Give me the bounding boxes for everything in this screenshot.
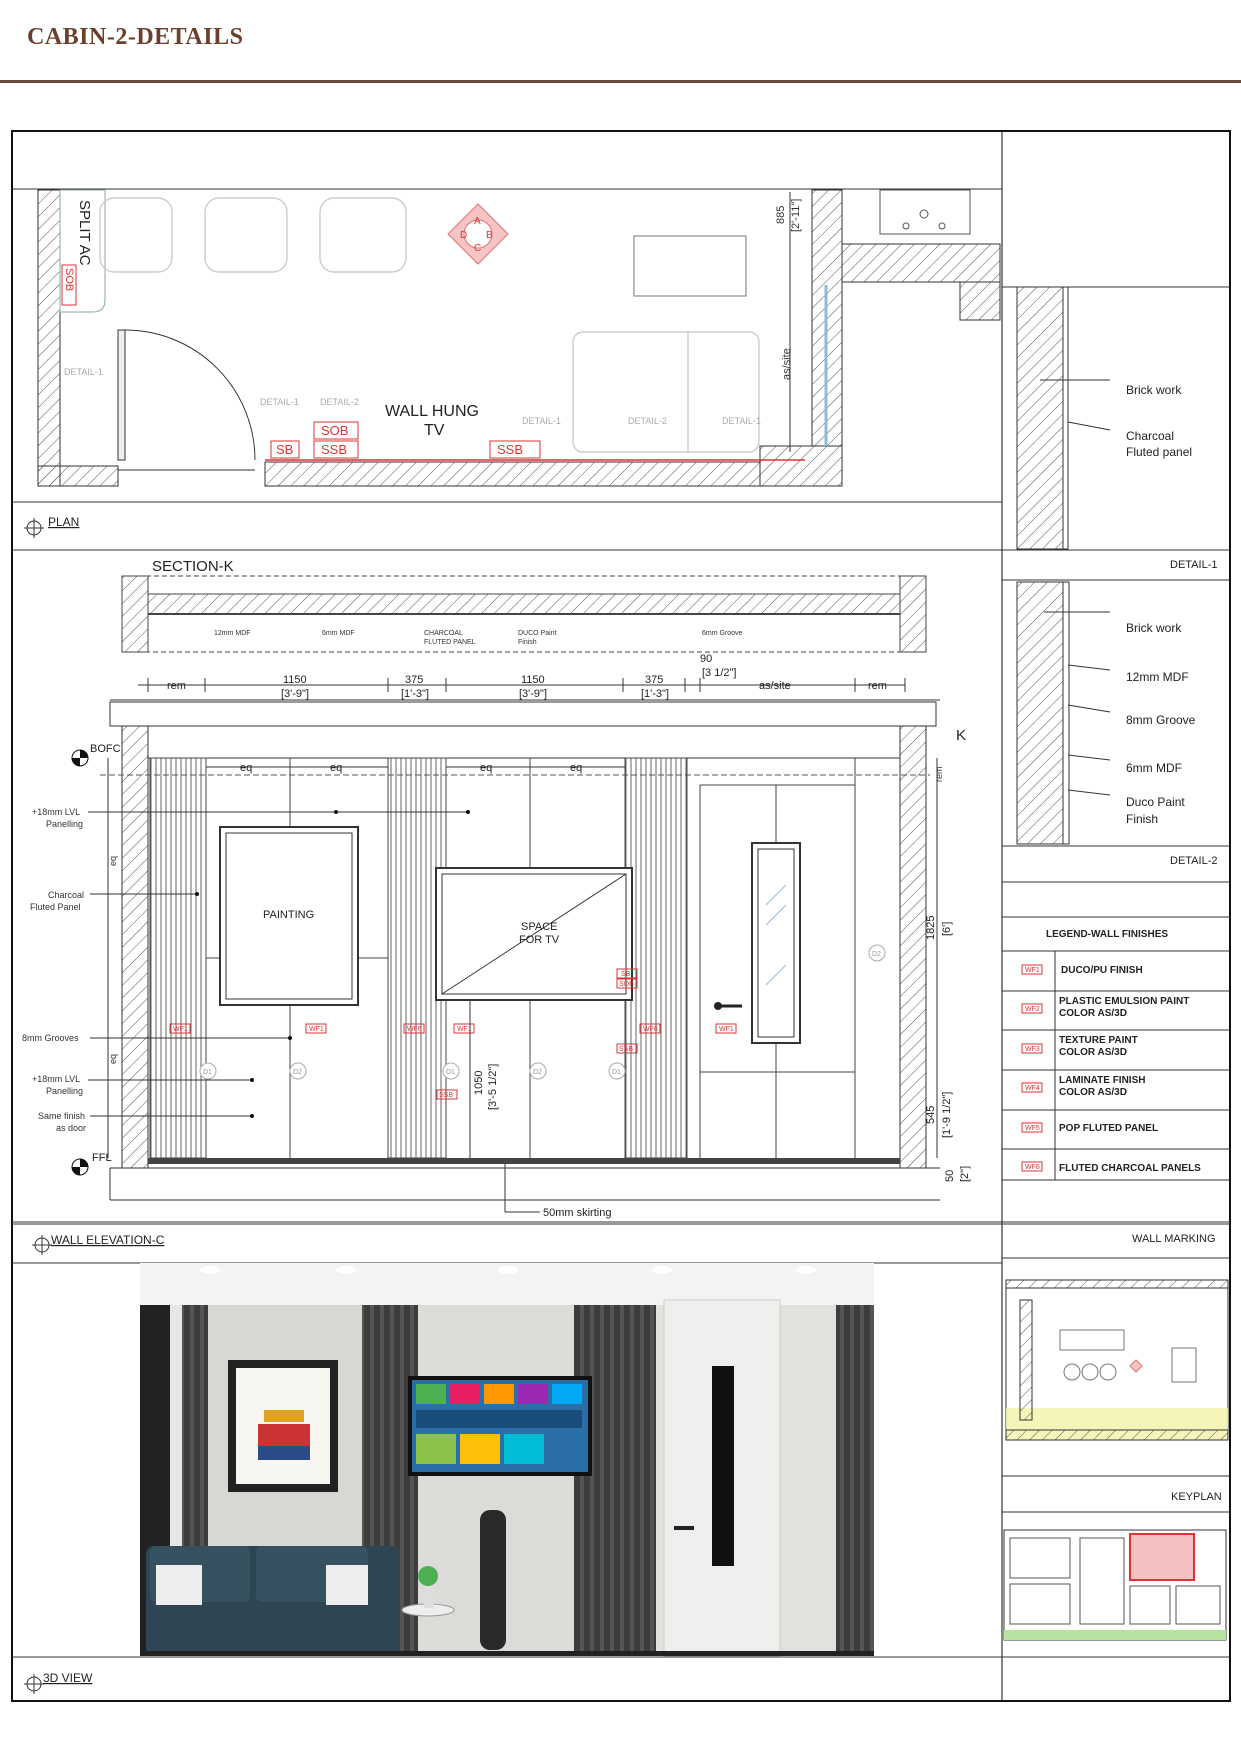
svg-text:WF1: WF1	[457, 1026, 472, 1033]
svg-text:D2: D2	[293, 1069, 302, 1076]
svg-text:375: 375	[405, 674, 424, 686]
plan-tag-ssb: SSB	[321, 442, 348, 457]
svg-text:Brick work: Brick work	[1126, 621, 1182, 635]
svg-text:COLOR AS/3D: COLOR AS/3D	[1059, 1087, 1127, 1098]
plan-detail-callout: DETAIL-1	[64, 367, 103, 377]
detail-2-label: DETAIL-2	[1170, 855, 1218, 867]
svg-text:WF2: WF2	[1025, 1006, 1040, 1013]
svg-text:Brick work: Brick work	[1126, 383, 1182, 397]
section-callout: Finish	[518, 639, 537, 646]
plan-detail-callout: DETAIL-1	[522, 416, 561, 426]
svg-text:eq: eq	[480, 762, 493, 774]
svg-text:rem: rem	[167, 680, 186, 692]
svg-text:D2: D2	[872, 951, 881, 958]
svg-text:[1'-3"]: [1'-3"]	[641, 688, 670, 700]
svg-text:WF6: WF6	[407, 1026, 422, 1033]
svg-text:Duco Paint: Duco Paint	[1126, 795, 1185, 809]
svg-text:D: D	[460, 230, 468, 241]
section-callout: 6mm Groove	[702, 630, 743, 637]
section-callout: DUCO Paint	[518, 630, 557, 637]
svg-text:[1'-9 1/2"]: [1'-9 1/2"]	[941, 1091, 953, 1138]
svg-text:Finish: Finish	[1126, 812, 1159, 826]
svg-text:SB: SB	[621, 971, 631, 978]
svg-text:eq: eq	[570, 762, 583, 774]
keyplan-label: KEYPLAN	[1171, 1491, 1222, 1503]
svg-text:PLASTIC EMULSION PAINT: PLASTIC EMULSION PAINT	[1059, 996, 1190, 1007]
svg-text:A: A	[474, 216, 481, 227]
wall-marking-label: WALL MARKING	[1132, 1233, 1216, 1245]
plan-view	[12, 190, 1002, 538]
svg-text:Charcoal: Charcoal	[1126, 429, 1175, 443]
plan-detail-callout: DETAIL-2	[628, 416, 667, 426]
svg-text:SSB: SSB	[439, 1092, 454, 1099]
view-marker-diamond	[448, 204, 508, 264]
svg-text:+18mm LVL: +18mm LVL	[32, 807, 81, 817]
svg-text:as door: as door	[56, 1123, 87, 1133]
elevation-label-marker	[32, 1235, 52, 1255]
plan-label: PLAN	[48, 515, 80, 529]
svg-text:WF6: WF6	[643, 1026, 658, 1033]
plan-tag-sb: SB	[276, 442, 294, 457]
section-k	[122, 558, 926, 652]
svg-text:1150: 1150	[521, 674, 545, 686]
svg-text:WF5: WF5	[1025, 1125, 1040, 1132]
svg-text:B: B	[486, 230, 493, 241]
svg-text:LAMINATE FINISH: LAMINATE FINISH	[1059, 1075, 1146, 1086]
svg-text:FLUTED CHARCOAL PANELS: FLUTED CHARCOAL PANELS	[1059, 1163, 1201, 1174]
svg-text:Fluted panel: Fluted panel	[1126, 445, 1193, 459]
svg-text:eq: eq	[240, 762, 253, 774]
plan-detail-callout: DETAIL-1	[260, 397, 299, 407]
svg-text:[1'-3"]: [1'-3"]	[401, 688, 430, 700]
svg-text:+18mm LVL: +18mm LVL	[32, 1074, 81, 1084]
svg-text:[6']: [6']	[941, 921, 953, 936]
svg-text:POP FLUTED PANEL: POP FLUTED PANEL	[1059, 1123, 1159, 1134]
svg-text:rem: rem	[934, 766, 944, 782]
section-callout: FLUTED PANEL	[424, 639, 476, 646]
svg-text:WF6: WF6	[1025, 1164, 1040, 1171]
svg-text:WF1: WF1	[1025, 967, 1040, 974]
svg-text:Charcoal: Charcoal	[48, 890, 85, 900]
svg-text:D1: D1	[203, 1069, 212, 1076]
3d-view-label: 3D VIEW	[43, 1671, 93, 1685]
svg-text:1050: 1050	[473, 1070, 485, 1095]
svg-text:WF3: WF3	[1025, 1046, 1040, 1053]
svg-text:Fluted Panel: Fluted Panel	[30, 902, 81, 912]
svg-text:SOB: SOB	[619, 981, 634, 988]
plan-tag-ssb: SSB	[497, 442, 524, 457]
tv-space-label-1: SPACE	[521, 921, 558, 933]
svg-text:eq: eq	[330, 762, 343, 774]
plan-label-marker	[24, 518, 44, 538]
plan-as-site: as/site	[781, 348, 793, 380]
plan-tv-label: TV	[424, 422, 445, 439]
section-callout: CHARCOAL	[424, 630, 463, 637]
svg-text:WF1: WF1	[173, 1026, 188, 1033]
plan-dim-885-ft: [2'-11"]	[790, 198, 802, 232]
svg-text:[2"]: [2"]	[959, 1165, 971, 1182]
svg-text:SSB: SSB	[619, 1046, 634, 1053]
section-callout: 12mm MDF	[214, 630, 251, 637]
skirting-label: 50mm skirting	[543, 1207, 612, 1219]
svg-text:[3'-5 1/2"]: [3'-5 1/2"]	[487, 1063, 499, 1110]
detail-1-label: DETAIL-1	[1170, 559, 1218, 571]
plan-tag-sob-vertical: SOB	[63, 268, 75, 292]
svg-text:8mm Grooves: 8mm Grooves	[22, 1033, 79, 1043]
3d-view-label-marker	[24, 1674, 44, 1694]
svg-text:545: 545	[925, 1105, 937, 1124]
svg-text:D2: D2	[533, 1069, 542, 1076]
svg-text:1150: 1150	[283, 674, 307, 686]
page-title: CABIN-2-DETAILS	[27, 24, 244, 50]
plan-detail-callout: DETAIL-2	[320, 397, 359, 407]
keyplan-drawing	[1004, 1530, 1226, 1640]
split-ac-label: SPLIT AC	[76, 200, 93, 266]
plan-dim-885: 885	[775, 205, 787, 224]
painting-label: PAINTING	[263, 909, 315, 921]
side-panel	[1002, 287, 1230, 1657]
section-mark-k: K	[956, 727, 967, 744]
plan-wall-hung-label: WALL HUNG	[385, 403, 479, 420]
svg-text:WF4: WF4	[1025, 1085, 1040, 1092]
ffl-label: FFL	[92, 1152, 112, 1164]
svg-text:WF1: WF1	[309, 1026, 324, 1033]
svg-text:50: 50	[944, 1169, 956, 1182]
bofc-label: BOFC	[90, 743, 121, 755]
legend-title: LEGEND-WALL FINISHES	[1046, 929, 1169, 940]
svg-text:[3'-9"]: [3'-9"]	[281, 688, 310, 700]
section-title: SECTION-K	[152, 558, 234, 575]
svg-text:TEXTURE PAINT: TEXTURE PAINT	[1059, 1035, 1138, 1046]
section-callout: 6mm MDF	[322, 630, 355, 637]
svg-text:eq: eq	[108, 855, 118, 866]
render-3d	[140, 1263, 874, 1656]
svg-text:rem: rem	[868, 680, 887, 692]
svg-text:12mm MDF: 12mm MDF	[1126, 670, 1189, 684]
plan-detail-callout: DETAIL-1	[722, 416, 761, 426]
svg-text:[3 1/2"]: [3 1/2"]	[702, 667, 737, 679]
svg-text:375: 375	[645, 674, 664, 686]
plan-tag-sob: SOB	[321, 423, 349, 438]
svg-text:Panelling: Panelling	[46, 1086, 84, 1096]
svg-text:D1: D1	[612, 1069, 621, 1076]
svg-text:COLOR AS/3D: COLOR AS/3D	[1059, 1008, 1127, 1019]
elevation-label: WALL ELEVATION-C	[51, 1233, 165, 1247]
svg-text:Same finish: Same finish	[38, 1111, 86, 1121]
svg-text:[3'-9"]: [3'-9"]	[519, 688, 548, 700]
svg-text:eq: eq	[108, 1053, 118, 1064]
svg-text:6mm MDF: 6mm MDF	[1126, 761, 1182, 775]
svg-text:COLOR AS/3D: COLOR AS/3D	[1059, 1047, 1127, 1058]
svg-text:1825: 1825	[925, 915, 937, 940]
legend-rows	[1002, 965, 1230, 1180]
svg-text:Panelling: Panelling	[46, 819, 84, 829]
svg-text:WF1: WF1	[719, 1026, 734, 1033]
svg-text:C: C	[474, 243, 482, 254]
tv-space-label-2: FOR TV	[519, 934, 560, 946]
wall-marking-plan	[1006, 1280, 1228, 1440]
svg-text:as/site: as/site	[759, 680, 791, 692]
svg-text:8mm Groove: 8mm Groove	[1126, 713, 1196, 727]
svg-text:DUCO/PU FINISH: DUCO/PU FINISH	[1061, 965, 1143, 976]
svg-text:D1: D1	[446, 1069, 455, 1076]
svg-text:90: 90	[700, 653, 713, 665]
